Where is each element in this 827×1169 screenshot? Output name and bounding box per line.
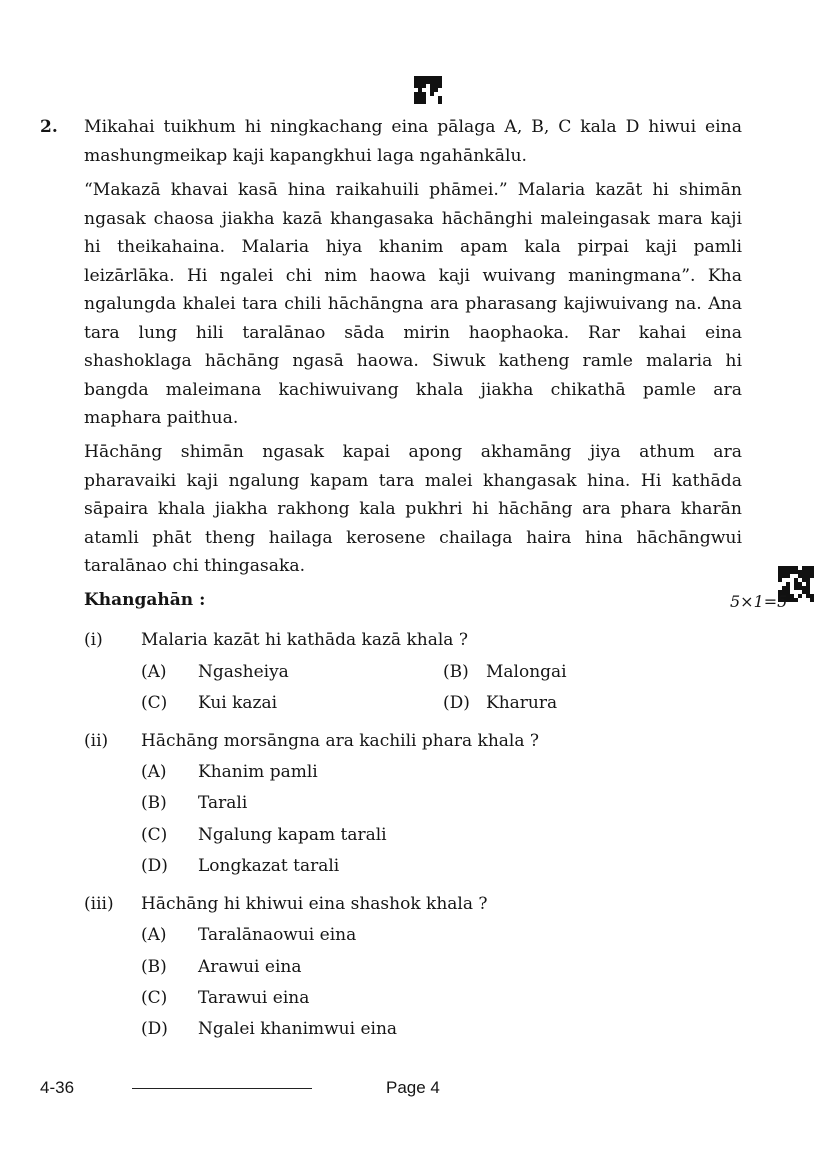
- option-text: Kharura: [486, 693, 558, 713]
- marks-allocation: 5×1=5: [730, 592, 788, 611]
- passage-paragraph-2: [84, 438, 742, 581]
- sub-question-text: Malaria kazāt hi kathāda kazā khala ?: [141, 630, 468, 650]
- option-label: (B): [141, 957, 167, 977]
- passage-paragraph-1: [84, 176, 742, 433]
- text-line: atamli phāt theng hailaga kerosene chailaga haira hina hāchāngwui: [84, 527, 742, 548]
- text-line: “Makazā khavai kasā hina raikahuili phāmei.” Malaria kazāt hi shimān: [84, 180, 742, 200]
- text-line: leizārlāka. Hi ngalei chi nim haowa kaji wuivang maningmana”. Kha: [84, 265, 742, 286]
- sub-question-number: (iii): [84, 894, 114, 914]
- sub-question-number: (ii): [84, 731, 109, 751]
- option-text: Taralānaowui eina: [198, 925, 357, 945]
- option-text: Khanim pamli: [198, 762, 318, 782]
- option-text: Longkazat tarali: [198, 856, 340, 876]
- text-line: shashoklaga hāchāng ngasā haowa. Siwuk katheng ramle malaria hi: [84, 351, 742, 371]
- question-instruction: [84, 113, 742, 170]
- text-line: tara lung hili taralānao sāda mirin haophaoka. Rar kahai eina: [84, 322, 742, 343]
- text-line: ngasak chaosa jiakha kazā khangasaka hāchānghi maleingasak mara kaji: [84, 208, 742, 229]
- option-label: (D): [443, 693, 470, 713]
- option-label: (C): [141, 693, 168, 713]
- option-label: (D): [141, 856, 168, 876]
- sub-question-text: Hāchāng morsāngna ara kachili phara khala ?: [141, 731, 539, 751]
- option-label: (B): [443, 662, 469, 682]
- footer-divider: [132, 1088, 312, 1089]
- questions-header: Khangahān :: [84, 590, 206, 610]
- option-label: (A): [141, 762, 167, 782]
- question-number: 2.: [40, 117, 58, 137]
- text-line: taralānao chi thingasaka.: [84, 556, 306, 576]
- option-label: (A): [141, 662, 167, 682]
- sub-question-text: Hāchāng hi khiwui eina shashok khala ?: [141, 894, 488, 914]
- text-line: ngalungda khalei tara chili hāchāngna ara pharasang kajiwuivang na. Ana: [84, 294, 742, 314]
- option-text: Ngasheiya: [198, 662, 289, 682]
- page-number: Page 4: [386, 1078, 440, 1097]
- option-text: Ngalung kapam tarali: [198, 825, 387, 845]
- text-line: sāpaira khala jiakha rakhong kala pukhri hi hāchāng ara phara kharān: [84, 499, 742, 519]
- option-text: Ngalei khanimwui eina: [198, 1019, 398, 1039]
- text-line: Mikahai tuikhum hi ningkachang eina pālaga A, B, C kala D hiwui eina: [84, 117, 742, 137]
- option-label: (C): [141, 825, 168, 845]
- text-line: bangda maleimana kachiwuivang khala jiakha chikathā pamle ara: [84, 379, 742, 400]
- paper-code: 4-36: [40, 1078, 75, 1097]
- text-line: Hāchāng shimān ngasak kapai apong akhamāng jiya athum ara: [84, 442, 742, 462]
- option-label: (D): [141, 1019, 168, 1039]
- text-line: hi theikahaina. Malaria hiya khanim apam kala pirpai kaji pamli: [84, 237, 742, 257]
- text-line: maphara paithua.: [84, 408, 239, 428]
- text-line: mashungmeikap kaji kapangkhui laga ngahānkālu.: [84, 145, 527, 166]
- sub-question-number: (i): [84, 630, 103, 650]
- option-label: (B): [141, 793, 167, 813]
- text-line: pharavaiki kaji ngalung kapam tara malei khangasak hina. Hi kathāda: [84, 470, 742, 491]
- option-text: Tarali: [198, 793, 248, 813]
- option-text: Arawui eina: [198, 957, 302, 977]
- option-text: Malongai: [486, 662, 567, 682]
- option-text: Kui kazai: [198, 693, 278, 713]
- option-label: (C): [141, 988, 168, 1008]
- qr-code-icon: [414, 76, 442, 104]
- option-label: (A): [141, 925, 167, 945]
- option-text: Tarawui eina: [198, 988, 310, 1008]
